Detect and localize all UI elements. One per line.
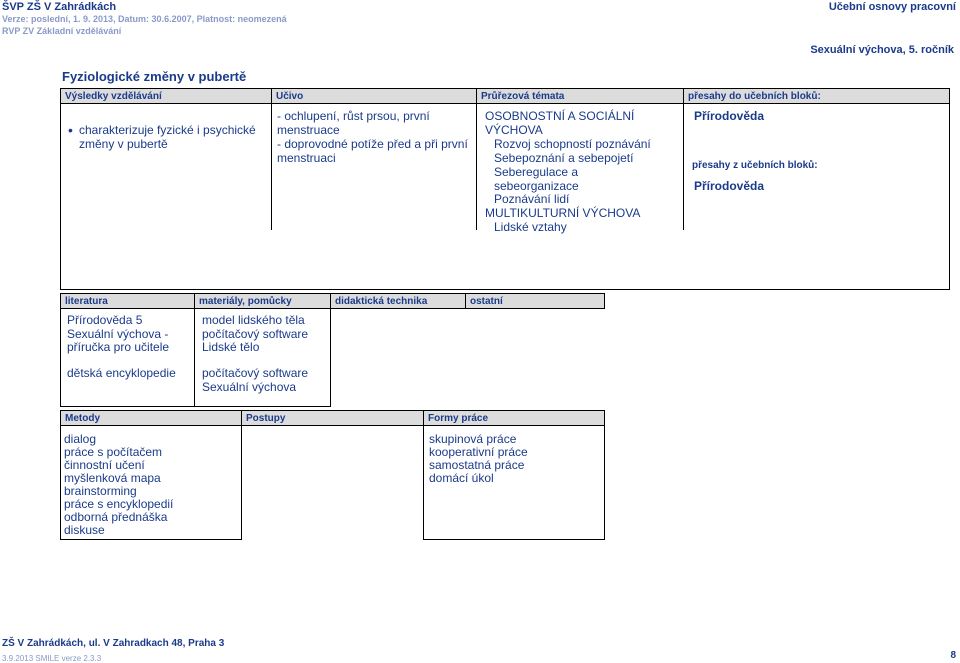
form-item: skupinová práce bbox=[429, 432, 517, 446]
rvp-info: RVP ZV Základní vzdělávání bbox=[2, 26, 122, 36]
material-item: Sexuální výchova bbox=[202, 380, 297, 394]
method-item: dialog bbox=[64, 432, 97, 446]
header-overlaps: přesahy do učebních bloků: bbox=[683, 88, 950, 104]
method-item: činnostní učení bbox=[64, 458, 145, 472]
theme-item: sebeorganizace bbox=[494, 179, 579, 193]
form-item: domácí úkol bbox=[429, 471, 494, 485]
material-item: model lidského těla bbox=[202, 313, 305, 327]
curriculum-line: menstruaci bbox=[277, 151, 336, 165]
header-outcomes: Výsledky vzdělávání bbox=[60, 88, 272, 104]
outcome-bullet: • bbox=[68, 122, 73, 138]
form-item: kooperativní práce bbox=[429, 445, 528, 459]
method-item: diskuse bbox=[64, 523, 105, 537]
header-technique: didaktická technika bbox=[330, 293, 466, 309]
curriculum-line: - ochlupení, růst prsou, první bbox=[277, 109, 430, 123]
header-other: ostatní bbox=[465, 293, 605, 309]
outcome-line: změny v pubertě bbox=[79, 137, 168, 151]
theme-heading: MULTIKULTURNÍ VÝCHOVA bbox=[485, 206, 641, 220]
header-procedures: Postupy bbox=[241, 410, 424, 426]
header-curriculum: Učivo bbox=[271, 88, 477, 104]
curriculum-line: menstruace bbox=[277, 123, 340, 137]
overlap-from-label: přesahy z učebních bloků: bbox=[692, 160, 818, 171]
divider bbox=[271, 103, 272, 230]
theme-item: Lidské vztahy bbox=[494, 220, 567, 234]
header-methods: Metody bbox=[60, 410, 242, 426]
curriculum-line: - doprovodné potíže před a při první bbox=[277, 137, 468, 151]
version-info: Verze: poslední, 1. 9. 2013, Datum: 30.6.2007, Platnost: neomezená bbox=[2, 14, 287, 24]
document-type: Učební osnovy pracovní bbox=[828, 1, 956, 13]
material-item: počítačový software bbox=[202, 366, 309, 380]
theme-item: Poznávání lidí bbox=[494, 192, 570, 206]
header-literature: literatura bbox=[60, 293, 195, 309]
divider bbox=[476, 103, 477, 230]
literature-item: příručka pro učitele bbox=[67, 340, 170, 354]
school-name: ŠVP ZŠ V Zahrádkách bbox=[2, 1, 117, 13]
page-number: 8 bbox=[950, 650, 956, 661]
header-themes: Průřezová témata bbox=[476, 88, 684, 104]
literature-item: Přírodověda 5 bbox=[67, 313, 143, 327]
footer-build: 3.9.2013 SMILE verze 2.3.3 bbox=[2, 654, 102, 663]
method-item: myšlenková mapa bbox=[64, 471, 161, 485]
section-title: Fyziologické změny v pubertě bbox=[62, 69, 247, 84]
theme-item: Seberegulace a bbox=[494, 165, 579, 179]
divider bbox=[683, 103, 684, 230]
literature-item: dětská encyklopedie bbox=[67, 366, 176, 380]
theme-heading: VÝCHOVA bbox=[485, 123, 543, 137]
material-item: Lidské tělo bbox=[202, 340, 260, 354]
overlap-from-subject: Přírodověda bbox=[694, 179, 765, 193]
method-item: odborná přednáška bbox=[64, 510, 168, 524]
method-item: brainstorming bbox=[64, 484, 137, 498]
footer-address: ZŠ V Zahrádkách, ul. V Zahradkach 48, Praha 3 bbox=[2, 638, 225, 649]
subject-grade: Sexuální výchova, 5. ročník bbox=[810, 44, 954, 56]
outcome-line: charakterizuje fyzické i psychické bbox=[79, 123, 256, 137]
theme-item: Sebepoznání a sebepojetí bbox=[494, 151, 634, 165]
literature-item: Sexuální výchova - bbox=[67, 327, 169, 341]
header-materials: materiály, pomůcky bbox=[194, 293, 331, 309]
material-item: počítačový software bbox=[202, 327, 309, 341]
method-item: práce s encyklopedií bbox=[64, 497, 174, 511]
method-item: práce s počítačem bbox=[64, 445, 163, 459]
form-item: samostatná práce bbox=[429, 458, 525, 472]
overlap-to-subject: Přírodověda bbox=[694, 109, 765, 123]
theme-heading: OSOBNOSTNÍ A SOCIÁLNÍ bbox=[485, 109, 635, 123]
theme-item: Rozvoj schopností poznávání bbox=[494, 137, 651, 151]
header-forms: Formy práce bbox=[423, 410, 605, 426]
